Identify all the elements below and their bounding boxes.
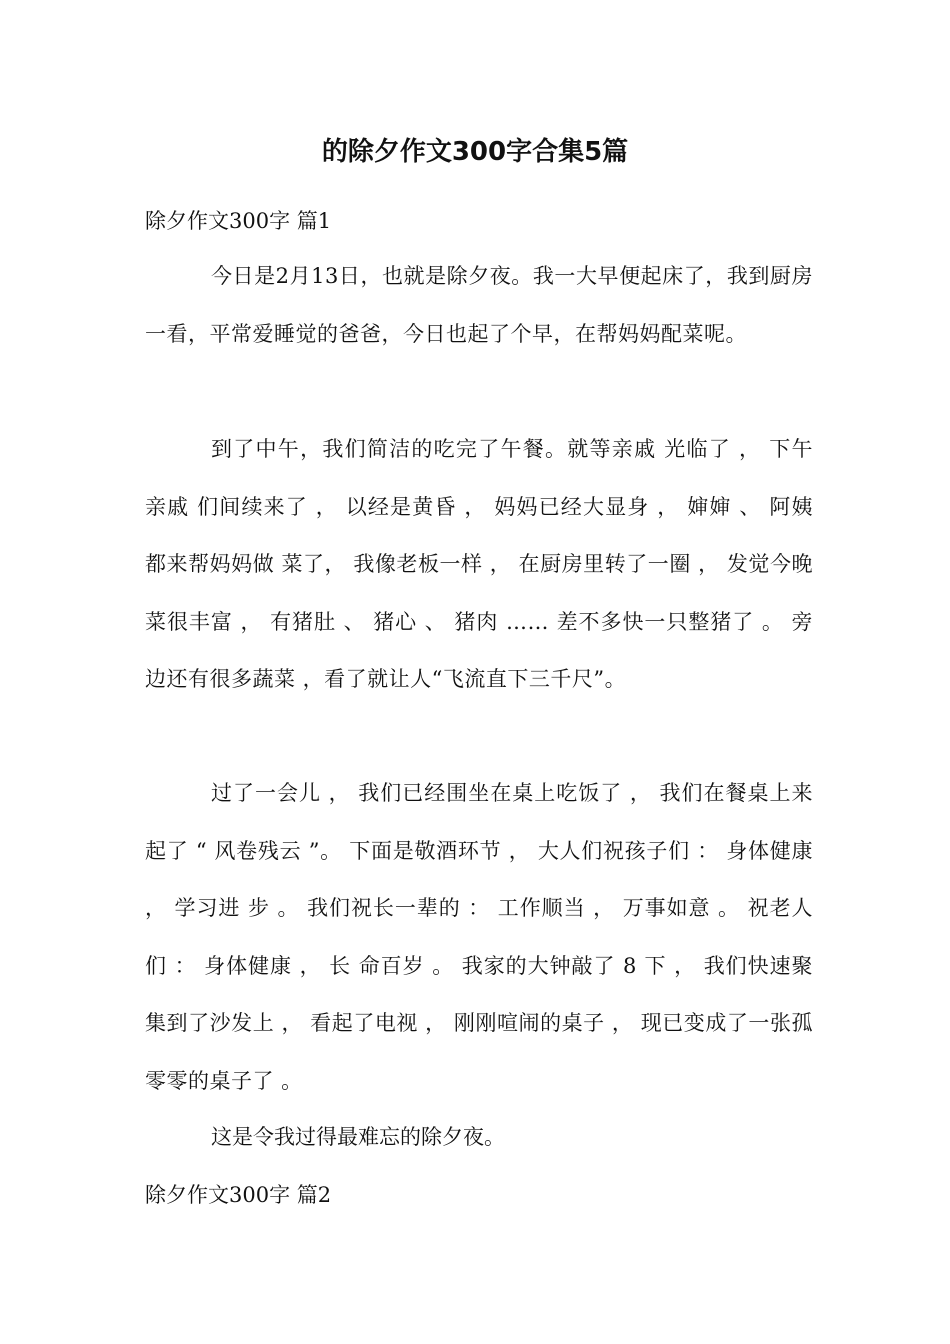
document-title: 的除夕作文300字合集5篇 (321, 137, 629, 167)
closing-line: 这是令我过得最难忘的除夕夜。 (211, 1125, 505, 1149)
section-heading-1: 除夕作文300字 篇1 (145, 209, 332, 233)
paragraph-2: 到了中午，我们简洁的吃完了午餐。就等亲戚 光临了 ， 下午亲戚 们间续来了 ， 以经是黄昏 ， 妈妈已经大显身 ， 婶婶 、 阿姨 都来帮妈妈做 菜了， 我像老板一样 ， 在厨房里转了一圈 ， 发觉今晚菜很丰富 ， 有猪肚 、 猪心 、 猪肉 …… 差不多快一只整猪了 。 旁边还有很多蔬菜 ，看了就让人“飞流直下三千尺”。 (145, 437, 813, 691)
section-heading-2: 除夕作文300字 篇2 (145, 1183, 332, 1207)
paragraph-1: 今日是2月13日，也就是除夕夜。我一大早便起床了，我到厨房一看，平常爱睡觉的爸爸，今日也起了个早，在帮妈妈配菜呢。 (145, 264, 813, 346)
paragraph-3: 过了一会儿 ， 我们已经围坐在桌上吃饭了 ， 我们在餐桌上来起了 “ 风卷残云 ”。 下面是敬酒环节 ， 大人们祝孩子们 ： 身体健康 ， 学习进 步 。 我们祝长一辈的 ： 工作顺当 ， 万事如意 。 祝老人们 ： 身体健康 ， 长 命百岁 。 我家的大钟敲了 8 下 ， 我们快速聚集到了沙发上 ， 看起了电视 ， 刚刚喧闹的桌子 ， 现已变成了一张孤零零的桌子了 。 (145, 781, 813, 1093)
